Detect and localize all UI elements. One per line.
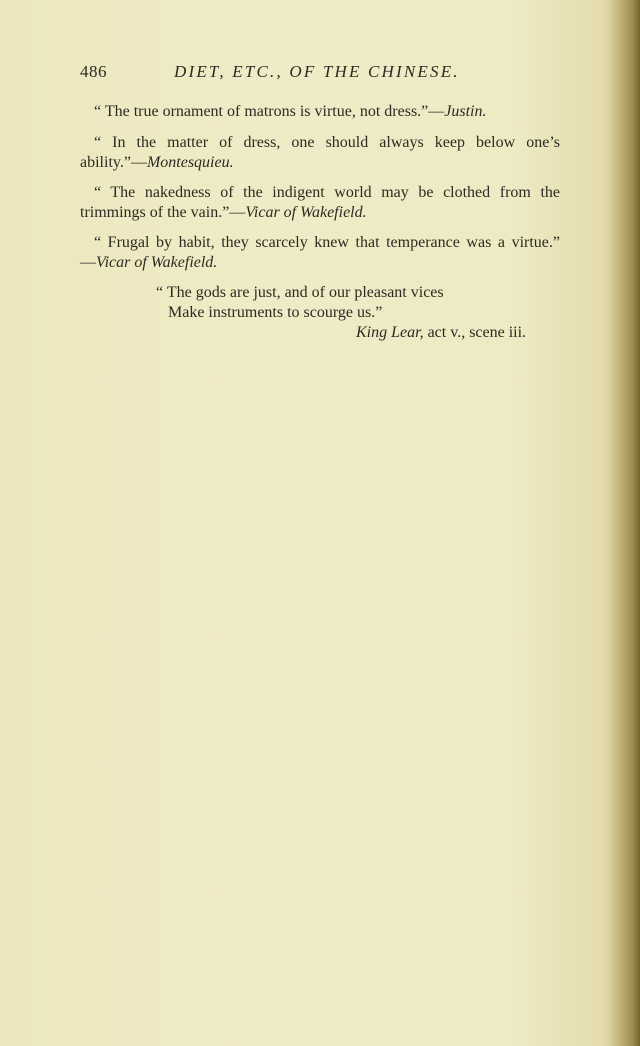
quote-text: “ In the matter of dress, one should always keep below one’s [94,134,560,151]
quote-text-cont: trimmings of the vain.”— [80,204,246,221]
quote-text: “ The nakedness of the indigent world may be clothed from the [94,184,560,201]
quote-source: Montesquieu. [146,154,234,171]
quote-vicar-2 [80,233,560,273]
quote-justin [80,102,560,122]
quote-montesquieu [80,133,560,173]
quote-text-cont: — [80,254,96,271]
quote-text: “ Frugal by habit, they scarcely knew that temperance was a virtue.” [94,234,560,251]
quote-source: Vicar of Wakefield. [96,254,218,271]
verse-line-2: Make instruments to scourge us.” [168,304,383,321]
quote-source: Justin. [444,103,487,120]
quote-text: “ The true ornament of matrons is virtue, not dress.”— [94,103,445,120]
quote-source: Vicar of Wakefield. [245,204,367,221]
attribution-work: King Lear, [356,324,424,341]
quote-vicar-1 [80,183,560,223]
running-title: DIET, ETC., OF THE CHINESE. [174,62,460,81]
page-number: 486 [80,62,107,81]
verse-line-1: “ The gods are just, and of our pleasant vices [156,284,444,301]
verse-quote [156,283,444,323]
verse-attribution [356,324,526,342]
page-edge-shadow [610,0,640,1046]
attribution-location: act v., scene iii. [423,324,527,341]
quote-text-cont: ability.”— [80,154,147,171]
